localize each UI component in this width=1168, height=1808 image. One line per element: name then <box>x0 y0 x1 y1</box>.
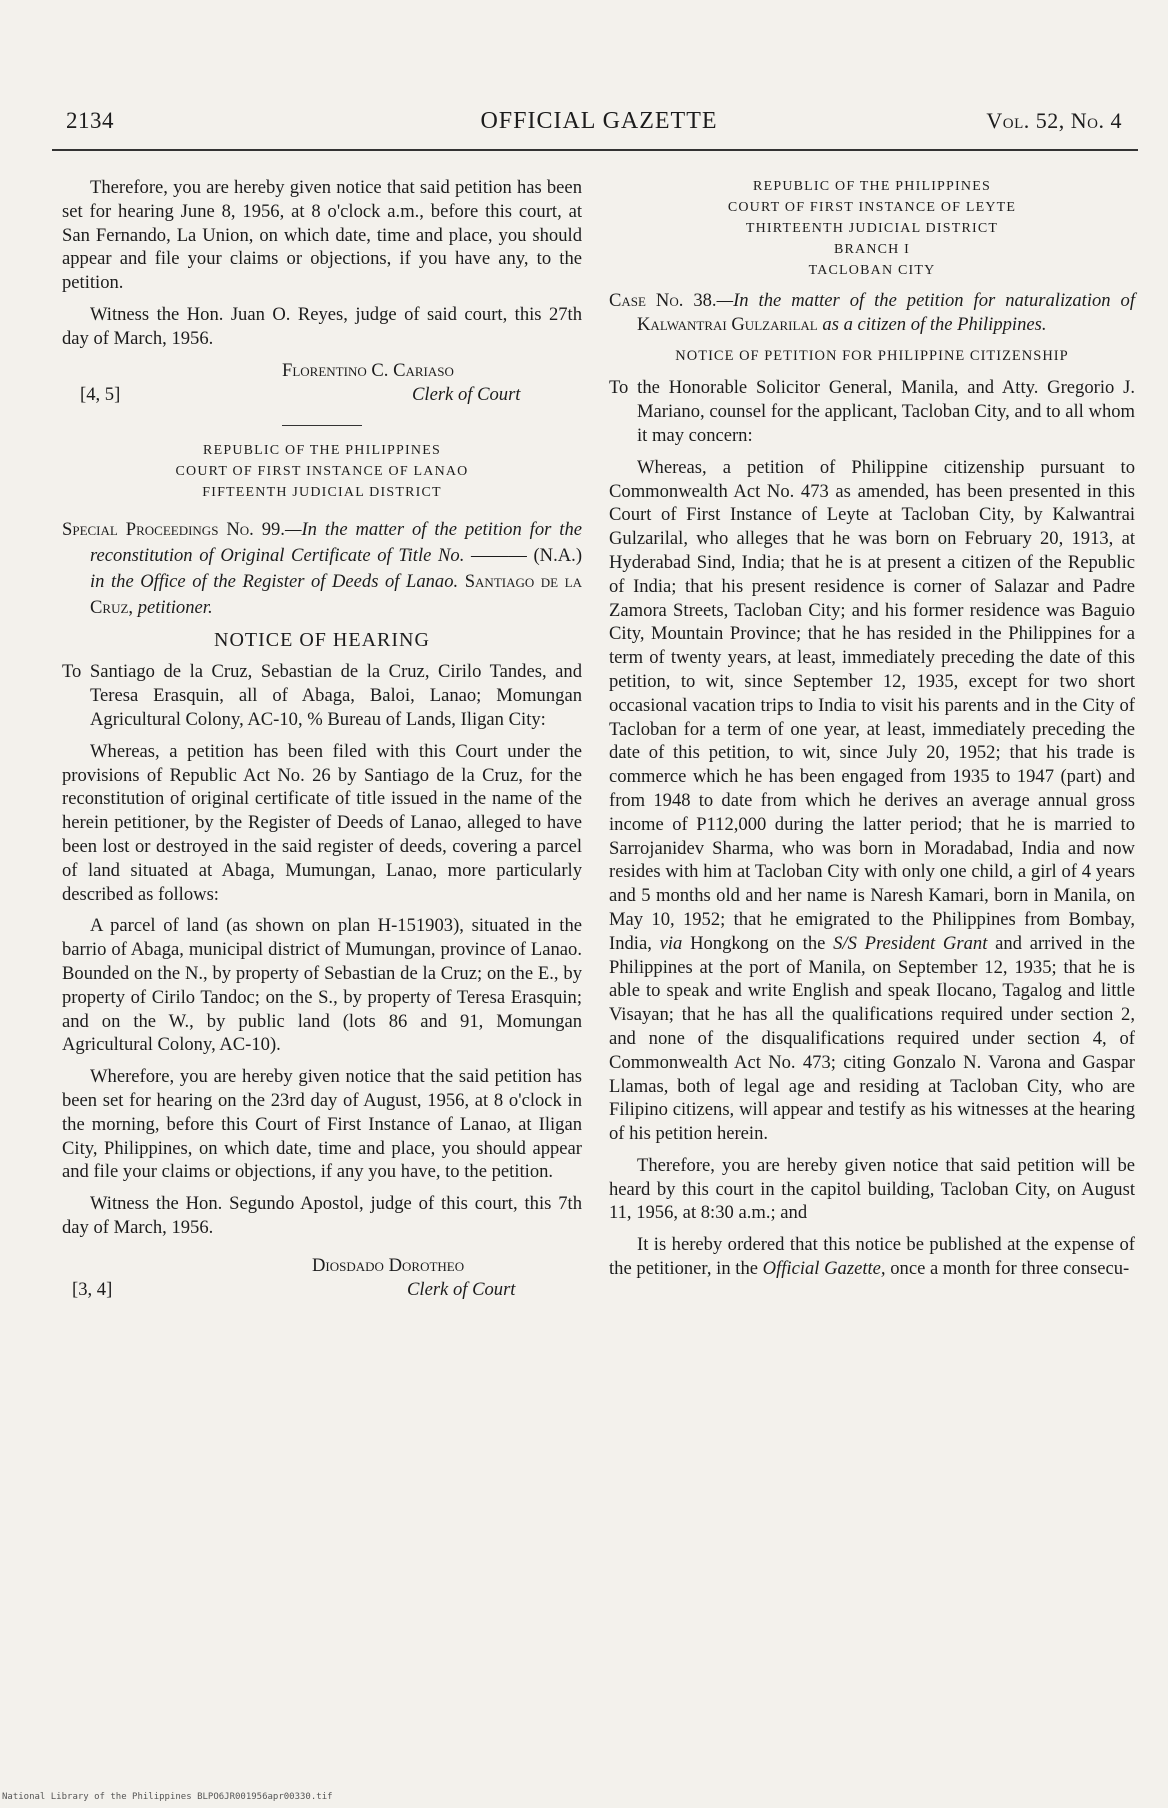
paragraph: Wherefore, you are hereby given notice that the said petition has been set for hearing on the 23rd day of August, 1956, at 8 o'clock in the morning, before this Court of First Instance of Lanao, at Iligan City, Philippines, on which date, time and place, you should appear and file your claims or objections, if any you have, to the petition. <box>62 1066 582 1183</box>
header-rule <box>52 149 1138 151</box>
paragraph-text: It is hereby ordered that this notice be published at the expense of the petitioner, in the <box>609 1234 1135 1280</box>
volume-number: Vol. 52, No. 4 <box>986 108 1122 133</box>
signatory-title: Clerk of Court <box>407 1278 516 1300</box>
page-header <box>60 108 1138 148</box>
paragraph-text: via <box>659 932 683 954</box>
court-heading <box>62 440 582 503</box>
issue-reference: [4, 5] <box>80 383 121 405</box>
applicant-name: Kalwantrai Gulzarilal <box>637 313 818 335</box>
court-heading-line: COURT OF FIRST INSTANCE OF LANAO <box>175 463 469 479</box>
court-heading-line: REPUBLIC OF THE PHILIPPINES <box>203 442 441 458</box>
ship-name: S/S President Grant <box>833 932 988 954</box>
notice-title: NOTICE OF PETITION FOR PHILIPPINE CITIZENSHIP <box>675 347 1069 364</box>
court-heading-line: REPUBLIC OF THE PHILIPPINES <box>753 179 991 194</box>
court-heading-line: TACLOBAN CITY <box>808 263 936 278</box>
paragraph-text: Whereas, a petition of Philippine citizenship pursuant to Commonwealth Act No. 473 as amended, has been presented in this Court of First Instance of Leyte at Tacloban City, by Kalwantrai Gulzarilal, who alleges that he was born on February 20, 1913, at Hyderabad Sind, India; that he is at present a citizen of the Republic of India; that his present residence is corner of Salazar and Padre Zamora Streets, Tacloban City; and his former residence was Baguio City, Mountain Province; that he has resided in the Philippines for a term of twenty years, at least, immediately preceding the date of this petition, to wit, since September 12, 1935, except for two short occasional vacation trips to India to visit his parents and in the City of Tacloban for a term of one year, at least, immediately preceding the date of this petition, to wit, since July 20, 1952; that his trade is commerce which he has been engaged from 1935 to 1947 (part) and from 1948 to date from which he derives an average annual gross income of P112,000 during the latter period; that he is married to Sarrojanidev Sharma, who was born in Moradabad, India and now resides with him at Tacloban City with only one child, a girl of 4 years and 5 months old and her name is Naresh Kamari, born in Manila, on May 10, 1952; that he emigrated to the Philippines from Bombay, India, <box>609 456 1135 954</box>
paragraph-text: and arrived in the Philippines at the port of Manila, on September 12, 1935; that he is able to speak and write English and speak Ilocano, Tagalog and little Visayan; that he has all the qualifications required under section 2, and none of the disqualifications required under section 4, of Commonwealth Act No. 473; citing Gonzalo N. Varona and Gaspar Llamas, both of legal age and residing at Tacloban City, who are Filipino citizens, will appear and testify as his witnesses at the hearing of his petition herein. <box>609 932 1135 1145</box>
title-number-blank: ——— <box>471 544 527 566</box>
paragraph: Witness the Hon. Juan O. Reyes, judge of said court, this 27th day of March, 1956. <box>62 303 582 349</box>
paragraph: A parcel of land (as shown on plan H-151903), situated in the barrio of Abaga, municipal district of Mumungan, province of Lanao. Bounded on the N., by property of Sebastian de la Cruz; on the E., by property of Cirilo Tandoc; on the S., by property of Teresa Erasquin; and on the W., by public land (lots 86 and 91, Momungan Agricultural Colony, AC-10). <box>62 915 582 1056</box>
court-heading-line: BRANCH I <box>833 242 911 257</box>
issue-reference: [3, 4] <box>72 1278 113 1300</box>
left-column <box>62 176 582 1302</box>
section-divider <box>282 425 362 426</box>
publication-name: Official Gazette, <box>762 1258 886 1280</box>
court-heading <box>609 176 1135 281</box>
case-caption-text: —In the matter of the petition for naturalization of <box>716 290 1135 311</box>
petitioner-name: Santiago de la Cruz, <box>90 570 582 618</box>
court-heading-line: FIFTEENTH JUDICIAL DISTRICT <box>202 484 442 500</box>
case-caption-text: in the Office of the Register of Deeds of Lanao. <box>90 570 459 592</box>
title-number-na: (N.A.) <box>533 544 583 566</box>
paragraph <box>609 1233 1135 1281</box>
right-column <box>609 176 1135 1281</box>
case-label: Case No. 38. <box>609 290 717 311</box>
addressee-paragraph: To Santiago de la Cruz, Sebastian de la Cruz, Cirilo Tandes, and Teresa Erasquin, all of Abaga, Baloi, Lanao; Momungan Agricultural Colony, AC-10, % Bureau of Lands, Iligan City: <box>62 661 582 730</box>
page-number: 2134 <box>66 108 114 133</box>
case-label: Special Proceedings No. 99. <box>62 518 285 540</box>
case-caption <box>62 517 582 621</box>
paragraph: Whereas, a petition has been filed with this Court under the provisions of Republic Act No. 26 by Santiago de la Cruz, for the reconstitution of original certificate of title issued in the name of the herein petitioner, by the Register of Deeds of Lanao, alleged to have been lost or destroyed in the said register of deeds, covering a parcel of land situated at Abaga, Mumungan, Lanao, more particularly described as follows: <box>62 740 582 905</box>
signatory-name: Diosdado Dorotheo <box>312 1254 465 1276</box>
addressee-paragraph: To the Honorable Solicitor General, Manila, and Atty. Gregorio J. Mariano, counsel for the applicant, Tacloban City, and to all whom it may concern: <box>609 377 1135 446</box>
court-heading-line: COURT OF FIRST INSTANCE OF LEYTE <box>727 200 1017 215</box>
court-heading-line: THIRTEENTH JUDICIAL DISTRICT <box>745 221 999 236</box>
paragraph-text: Hongkong on the <box>690 932 826 954</box>
signature-block <box>62 1254 582 1302</box>
paragraph: Therefore, you are hereby given notice that said petition will be heard by this court in the capitol building, Tacloban City, on August 11, 1956, at 8:30 a.m.; and <box>609 1154 1135 1224</box>
paragraph: Witness the Hon. Segundo Apostol, judge of this court, this 7th day of March, 1956. <box>62 1193 582 1238</box>
case-caption <box>609 289 1135 337</box>
petitioner-label: petitioner. <box>137 596 213 618</box>
signatory-title: Clerk of Court <box>412 383 521 405</box>
case-caption-text: —In the matter of the petition for the reconstitution of Original Certificate of Title No. <box>90 518 582 566</box>
notice-title: NOTICE OF HEARING <box>214 628 430 651</box>
paragraph: Therefore, you are hereby given notice that said petition has been set for hearing June 8, 1956, at 8 o'clock a.m., before this court, at San Fernando, La Union, on which date, time and place, you should appear and file your claims or objections, if you have any, to the petition. <box>62 177 582 294</box>
paragraph-text: once a month for three consecu- <box>890 1258 1130 1280</box>
signature-block <box>62 359 582 407</box>
publication-title: OFFICIAL GAZETTE <box>480 108 718 134</box>
signatory-name: Florentino C. Cariaso <box>282 359 454 381</box>
case-caption-text: as a citizen of the Philippines. <box>822 313 1047 335</box>
paragraph <box>609 456 1135 1146</box>
scan-footer: National Library of the Philippines BLPO6JR001956apr00330.tif <box>2 1792 333 1802</box>
